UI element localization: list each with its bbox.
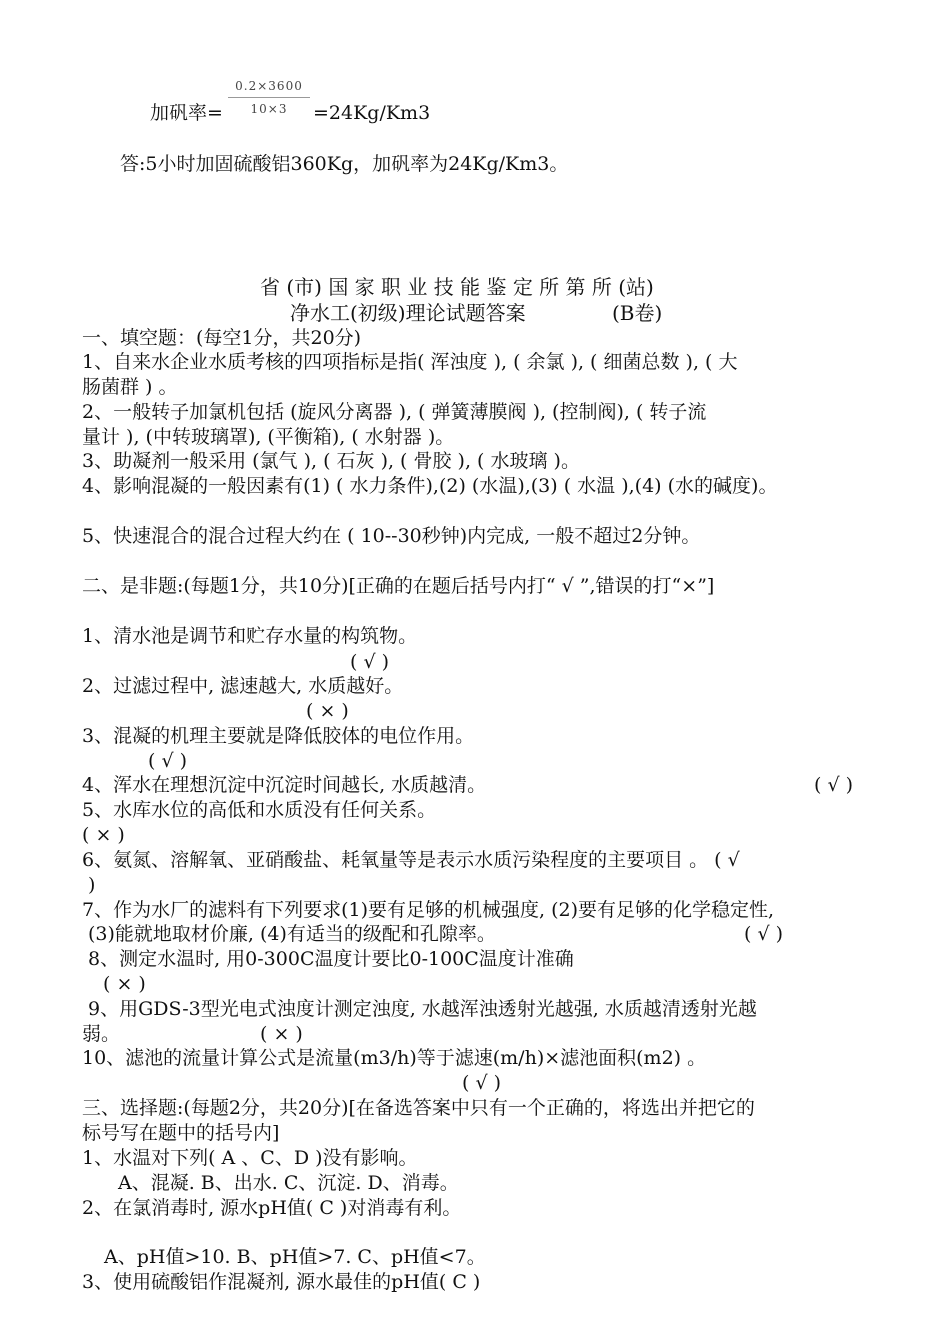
s2-q4: 4、浑水在理想沉淀中沉淀时间越长, 水质越清。 xyxy=(82,774,487,796)
s3-q3: 3、使用硫酸铝作混凝剂, 源水最佳的pH值( C ) xyxy=(82,1271,481,1293)
s2-q10: 10、滤池的流量计算公式是流量(m3/h)等于滤速(m/h)×滤池面积(m2) 。 xyxy=(82,1047,707,1069)
formula-result: =24Kg/Km3 xyxy=(313,102,431,124)
s3-q2: 2、在氯消毒时, 源水pH值( C )对消毒有利。 xyxy=(82,1197,462,1219)
s2-q9-b: 弱。 xyxy=(82,1023,121,1045)
s3-q2-options: A、pH值>10. B、pH值>7. C、pH值<7。 xyxy=(104,1246,486,1268)
s2-q10-mark: ( √ ) xyxy=(462,1072,502,1094)
s1-q3: 3、助凝剂一般采用 (氯气 ), ( 石灰 ), ( 骨胶 ), ( 水玻璃 )。 xyxy=(82,450,580,472)
s2-q9-mark: ( × ) xyxy=(260,1023,303,1045)
s2-q5-mark: ( × ) xyxy=(82,824,125,846)
section1-title: 一、填空题：(每空1分，共20分) xyxy=(82,327,362,349)
s1-q2-a: 2、一般转子加氯机包括 (旋风分离器 ), ( 弹簧薄膜阀 ), (控制阀), ( 转子流 xyxy=(82,401,707,423)
formula-denominator: 10×3 xyxy=(250,102,288,116)
s2-q7-a: 7、作为水厂的滤料有下列要求(1)要有足够的机械强度, (2)要有足够的化学稳定性, xyxy=(82,899,775,921)
s1-q4: 4、影响混凝的一般因素有(1) ( 水力条件),(2) (水温),(3) ( 水温 ),(4) (水的碱度)。 xyxy=(82,475,778,497)
formula-label: 加矾率= xyxy=(150,102,223,124)
header-paper: (B卷) xyxy=(612,301,663,325)
s2-q5: 5、水库水位的高低和水质没有任何关系。 xyxy=(82,799,437,821)
s1-q1-a: 1、自来水企业水质考核的四项指标是指( 浑浊度 ), ( 余氯 ), ( 细菌总数 ), ( 大 xyxy=(82,351,738,373)
formula-fraction xyxy=(228,78,310,117)
header-line2: 净水工(初级)理论试题答案 xyxy=(290,301,526,325)
s2-q1: 1、清水池是调节和贮存水量的构筑物。 xyxy=(82,625,418,647)
section3-title-a: 三、选择题:(每题2分，共20分)[在备选答案中只有一个正确的，将选出并把它的 xyxy=(82,1097,755,1119)
section3-title-b: 标号写在题中的括号内] xyxy=(82,1122,280,1144)
s2-q6: 6、氨氮、溶解氧、亚硝酸盐、耗氧量等是表示水质污染程度的主要项目 。 ( √ xyxy=(82,849,740,871)
section2-title: 二、是非题:(每题1分，共10分)[正确的在题后括号内打“ √ ”,错误的打“×”] xyxy=(82,575,715,597)
header-line1: 省 (市) 国 家 职 业 技 能 鉴 定 所 第 所 (站) xyxy=(260,275,654,299)
s1-q2-b: 量计 ), (中转玻璃罩), (平衡箱), ( 水射器 )。 xyxy=(82,426,455,448)
s1-q1-b: 肠菌群 ) 。 xyxy=(82,376,178,398)
s2-q2: 2、过滤过程中, 滤速越大, 水质越好。 xyxy=(82,675,404,697)
s2-q3-mark: ( √ ) xyxy=(148,750,188,772)
s2-q3: 3、混凝的机理主要就是降低胶体的电位作用。 xyxy=(82,725,475,747)
s3-q1-options: A、混凝. B、出水. C、沉淀. D、消毒。 xyxy=(118,1172,459,1194)
s2-q1-mark: ( √ ) xyxy=(350,651,390,673)
s2-q4-mark: ( √ ) xyxy=(814,774,854,796)
s2-q7-mark: ( √ ) xyxy=(744,923,784,945)
s2-q9-a: 9、用GDS-3型光电式浊度计测定浊度, 水越浑浊透射光越强, 水质越清透射光越 xyxy=(88,998,757,1020)
s2-q2-mark: ( × ) xyxy=(306,700,349,722)
answer-text: 答:5小时加固硫酸铝360Kg，加矾率为24Kg/Km3。 xyxy=(120,153,569,175)
s2-q7-b: (3)能就地取材价廉, (4)有适当的级配和孔隙率。 xyxy=(88,923,496,945)
s2-q8: 8、测定水温时, 用0-300C温度计要比0-100C温度计准确 xyxy=(88,948,574,970)
fraction-bar xyxy=(228,97,310,98)
s3-q1: 1、水温对下列( A 、C、D )没有影响。 xyxy=(82,1147,418,1169)
s2-q8-mark: ( × ) xyxy=(103,973,146,995)
s1-q5: 5、快速混合的混合过程大约在 ( 10--30秒钟)内完成, 一般不超过2分钟。 xyxy=(82,525,701,547)
s2-q6-end: ) xyxy=(88,874,96,896)
formula-numerator: 0.2×3600 xyxy=(235,79,303,93)
